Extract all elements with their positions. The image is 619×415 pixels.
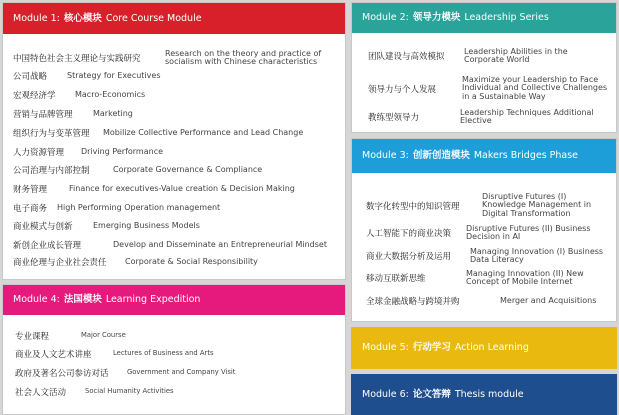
module1-panel: [2, 2, 346, 280]
course-name-cn: 教练型领导力: [368, 113, 420, 124]
module1-title: Module 1:: [13, 12, 60, 24]
module3-title-en: Makers Bridges Phase: [473, 150, 579, 162]
course-name-en: Finance for executives-Value creation & Decision Making: [69, 183, 295, 193]
course-name-en: Mobilize Collective Performance and Lead Change: [103, 127, 304, 137]
module2-panel: [351, 2, 617, 133]
course-name-en: Managing Innovation (II) New Concept of Mobile Internet: [466, 269, 584, 287]
course-name-en: Macro-Economics: [75, 89, 146, 99]
course-row: [366, 295, 619, 307]
course-row: [366, 248, 610, 265]
module3-header: [352, 139, 616, 173]
course-name-cn: 商业及人文艺术讲座: [15, 350, 92, 360]
course-name-en: Managing Innovation (I) Business Data Literacy: [470, 247, 604, 265]
module6-title-cn: 论文答辩: [412, 389, 451, 401]
course-name-cn: 人工智能下的商业决策: [366, 229, 452, 240]
course-name-cn: 财务管理: [13, 185, 48, 195]
course-name-en: Disruptive Futures (I) Knowledge Management in Digital Transformation: [482, 192, 592, 218]
course-row: [13, 70, 327, 82]
course-name-en: High Performing Operation management: [57, 202, 221, 212]
module2-title-cn: 领导力模块: [412, 12, 461, 24]
course-name-en: Corporate Governance & Compliance: [113, 164, 263, 174]
module3-title-cn: 创新创造模块: [412, 150, 470, 162]
course-name-cn: 公司战略: [13, 72, 48, 82]
course-row: [13, 50, 337, 67]
course-name-cn: 移动互联新思维: [366, 274, 426, 285]
course-row: [15, 348, 333, 360]
course-name-en: Major Course: [81, 331, 126, 340]
course-name-en: Corporate & Social Responsibility: [125, 256, 258, 266]
course-name-cn: 团队建设与高效模拟: [368, 52, 445, 63]
course-row: [366, 193, 612, 218]
course-name-en: Research on the theory and practice of socialism with Chinese characteristics: [165, 49, 322, 67]
course-name-cn: 商业大数据分析及运用: [366, 252, 452, 263]
course-row: [13, 220, 353, 232]
course-row: [15, 386, 305, 398]
module6-panel: [351, 374, 617, 415]
course-row: [13, 239, 373, 251]
course-row: [13, 108, 353, 120]
module3-panel: [351, 138, 617, 322]
module4-title-cn: 法国模块: [63, 294, 102, 306]
course-row: [13, 146, 341, 158]
course-row: [13, 89, 335, 101]
course-name-en: Leadership Techniques Additional Elective: [460, 108, 594, 126]
module2-header: [352, 3, 616, 33]
module6-header: [352, 375, 616, 415]
course-name-en: Strategy for Executives: [67, 70, 161, 80]
course-row: [366, 270, 606, 287]
course-name-en: Leadership Abilities in the Corporate World: [464, 47, 568, 65]
course-name-cn: 社会人文活动: [15, 388, 67, 398]
course-name-en: Maximize your Leadership to Face Individual and Collective Challenges in a Sustainable Way: [462, 75, 608, 101]
course-name-en: Marketing: [93, 108, 133, 118]
module4-title: Module 4:: [13, 294, 60, 306]
course-row: [15, 330, 301, 342]
module6-title: Module 6:: [362, 389, 409, 401]
course-row: [13, 256, 385, 268]
module3-title: Module 3:: [362, 150, 409, 162]
module5-title-cn: 行动学习: [412, 342, 451, 354]
module1-title-cn: 核心模块: [63, 12, 102, 24]
course-row: [13, 127, 363, 139]
course-name-cn: 新创企业成长管理: [13, 241, 82, 251]
module1-title-en: Core Course Module: [105, 12, 202, 24]
course-name-en: Driving Performance: [81, 146, 164, 156]
module1-header: [3, 3, 345, 34]
module6-title-en: Thesis module: [454, 389, 524, 401]
course-name-cn: 全球金融战略与跨境并购: [366, 297, 460, 307]
course-name-cn: 政府及著名公司参访对话: [15, 369, 109, 379]
course-name-en: Develop and Disseminate an Entrepreneurial Mindset: [113, 239, 327, 249]
module2-title: Module 2:: [362, 12, 409, 24]
course-name-cn: 专业课程: [15, 332, 50, 342]
module5-title-en: Action Learning: [454, 342, 529, 354]
course-name-cn: 数字化转型中的知识管理: [366, 201, 460, 212]
course-name-en: Government and Company Visit: [127, 368, 236, 377]
module5-title: Module 5:: [362, 342, 409, 354]
course-name-en: Social Humanity Activities: [85, 387, 174, 396]
course-name-cn: 领导力与个人发展: [368, 84, 437, 95]
course-name-en: Disruptive Futures (II) Business Decision in AI: [466, 224, 591, 242]
module5-header: [352, 328, 616, 368]
course-row: [13, 202, 317, 214]
course-row: [13, 164, 373, 176]
course-row: [368, 109, 610, 126]
course-name-en: Emerging Business Models: [93, 220, 200, 230]
course-name-cn: 公司治理与内部控制: [13, 166, 90, 176]
course-name-cn: 人力资源管理: [13, 148, 65, 158]
course-row: [15, 367, 347, 379]
module5-panel: [351, 327, 617, 369]
course-name-cn: 营销与品牌管理: [13, 110, 73, 120]
module2-title-en: Leadership Series: [464, 12, 549, 24]
course-name-cn: 电子商务: [13, 204, 48, 214]
module4-panel: [2, 284, 346, 415]
module4-header: [3, 285, 345, 315]
course-row: [366, 225, 606, 242]
module4-title-en: Learning Expedition: [105, 294, 201, 306]
course-row: [368, 76, 612, 101]
course-name-cn: 组织行为与变革管理: [13, 129, 90, 139]
course-name-cn: 商业伦理与企业社会责任: [13, 258, 107, 268]
course-name-cn: 商业模式与创新: [13, 222, 73, 232]
course-row: [368, 48, 604, 65]
course-name-en: Lectures of Business and Arts: [113, 349, 214, 358]
course-row: [13, 183, 329, 195]
course-name-cn: 中国特色社会主义理论与实践研究: [13, 54, 141, 65]
course-name-cn: 宏观经济学: [13, 91, 56, 101]
course-name-en: Merger and Acquisitions: [500, 295, 597, 305]
